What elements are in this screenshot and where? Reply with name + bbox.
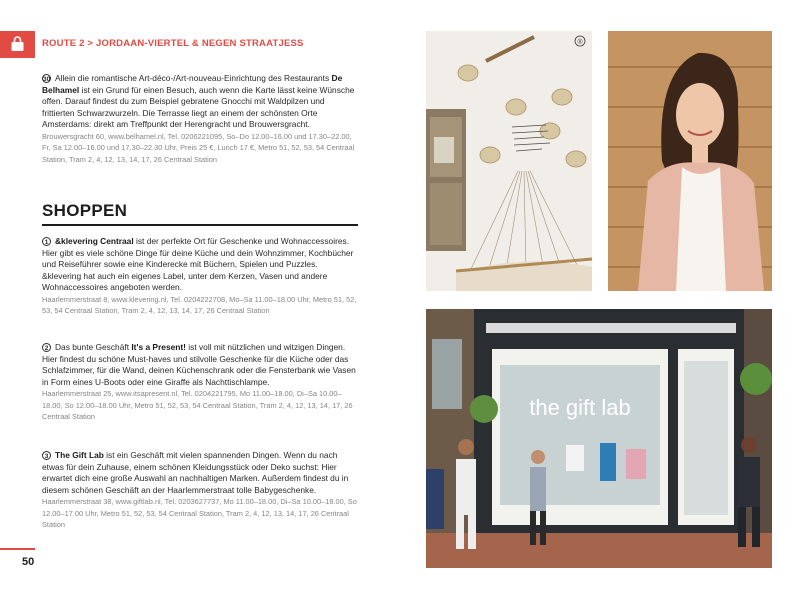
restaurant-entry: [42, 73, 358, 165]
page-number: 50: [22, 556, 35, 568]
interior-illustration: [426, 31, 592, 291]
section-title: SHOPPEN: [42, 201, 128, 220]
shop-name: The Gift Lab: [55, 450, 104, 460]
interior-hats-photo: [426, 31, 592, 291]
route-tab: [0, 31, 35, 58]
shop-details: Haarlemmerstraat 38, www.giftlab.nl, Tel. 0203627737, Mo 11.00–18.00, Di–Sa 10.00–18.00, So 12.00–17.00 Uhr, Metro 51, 52, 53, 54 Centraal Station, Tram 2, 4, 12, 13, 14, 17, 26 Centraal Station: [42, 497, 357, 529]
shopping-bag-icon: [10, 36, 25, 52]
restaurant-name: De Belhamel: [42, 73, 343, 95]
shop-description: 3 The Gift Lab ist ein Geschäft mit vielen spannenden Dingen. Wenn du nach etwas für dein Zuhause, einem schönen Kleidungsstück oder Deko suchst: Hier erwartet dich eine große Auswahl an nachhaltigen Marken. Außerdem findest du in diesem schönen Geschäft an der Haarlemmerstraat tolle Babygeschenke.: [42, 450, 349, 495]
shop-entry: [42, 450, 358, 531]
entry-number: 1: [42, 237, 51, 246]
shop-entry: [42, 342, 358, 423]
footer-rule: [0, 548, 35, 550]
shop-entry: [42, 236, 358, 317]
restaurant-description: 30 Allein die romantische Art-déco-/Art-nouveau-Einrichtung des Restaurants De Belhamel ist ein Grund für einen Besuch, auch wenn die Karte lässt keine Wünsche offen. Darauf findest du zum Beispiel gebratene Gnocchi mit Waldpilzen und frittierten Schwarzwurzeln. Die Terrasse liegt an einem der schönsten Orte Amsterdams: direkt am Treffpunkt der Herengracht und Brouwersgracht.: [42, 73, 355, 129]
shop-description: 2 Das bunte Geschäft It's a Present! ist voll mit nützlichen und witzigen Dingen. Hier findest du schöne Must-haves und stilvolle Geschenke für die Küche oder das Schlafzimmer, für die Wand, deinen Küchenschrank oder die Fensterbank wie Vasen in Form eines U-Boots oder eine Giraffe als Nachttischlampe.: [42, 342, 356, 387]
badge-mark: ®: [577, 39, 583, 46]
shop-details: Haarlemmerstraat 8, www.klevering.nl, Tel. 0204222708, Mo–Sa 11.00–18.00 Uhr, Metro 51, 52, 53, 54 Centraal Station, Tram 2, 4, 12, 13, 14, 17, 26 Centraal Station: [42, 294, 357, 315]
shop-name: It's a Present!: [131, 342, 186, 352]
shop-details: Haarlemmerstraat 25, www.itsapresent.nl, Tel. 0204221795, Mo 11.00–18.00, Di–Sa 10.00–18.00, So 12.00–18.00 Uhr, Metro 51, 52, 53, 54 Centraal Station, Tram 2, 4, 12, 13, 14, 17, 26 Centraal Station: [42, 389, 353, 421]
route-breadcrumb: ROUTE 2 > JORDAAN-VIERTEL & NEGEN STRAATJESS: [42, 38, 304, 49]
storefront-illustration: [426, 309, 772, 568]
shop-sign: the gift lab: [529, 395, 631, 420]
section-divider: [42, 224, 358, 226]
shop-name: &klevering Centraal: [55, 236, 134, 246]
portrait-photo: [608, 31, 772, 291]
restaurant-details: Brouwersgracht 60, www.belhamel.nl, Tel. 0206221095, So–Do 12.00–16.00 und 17.30–22.00, Fr, Sa 12.00–16.00 und 17.30–22.30 Uhr, Preis 25 €, Lunch 17 €, Metro 51, 52, 53, 54 Centraal Station, Tram 2, 4, 12, 13, 14, 17, 26 Centraal Station: [42, 131, 355, 164]
entry-number: 3: [42, 451, 51, 460]
entry-number: 2: [42, 343, 51, 352]
portrait-illustration: [608, 31, 772, 291]
shop-description: 1 &klevering Centraal ist der perfekte Ort für Geschenke und Wohnaccessoires. Hier gibt es viele schöne Dinge für deine Küche und dein Wohnzimmer, Kochbücher und Reiseführer sowie eine Kinderecke mit Büchern, Spielen und Puzzles. &klevering hat auch ein eigenes Label, unter dem Kerzen, Vasen und andere Wohnaccessoires angeboten werden.: [42, 236, 354, 292]
entry-number: 30: [43, 76, 51, 83]
storefront-photo: [426, 309, 772, 568]
